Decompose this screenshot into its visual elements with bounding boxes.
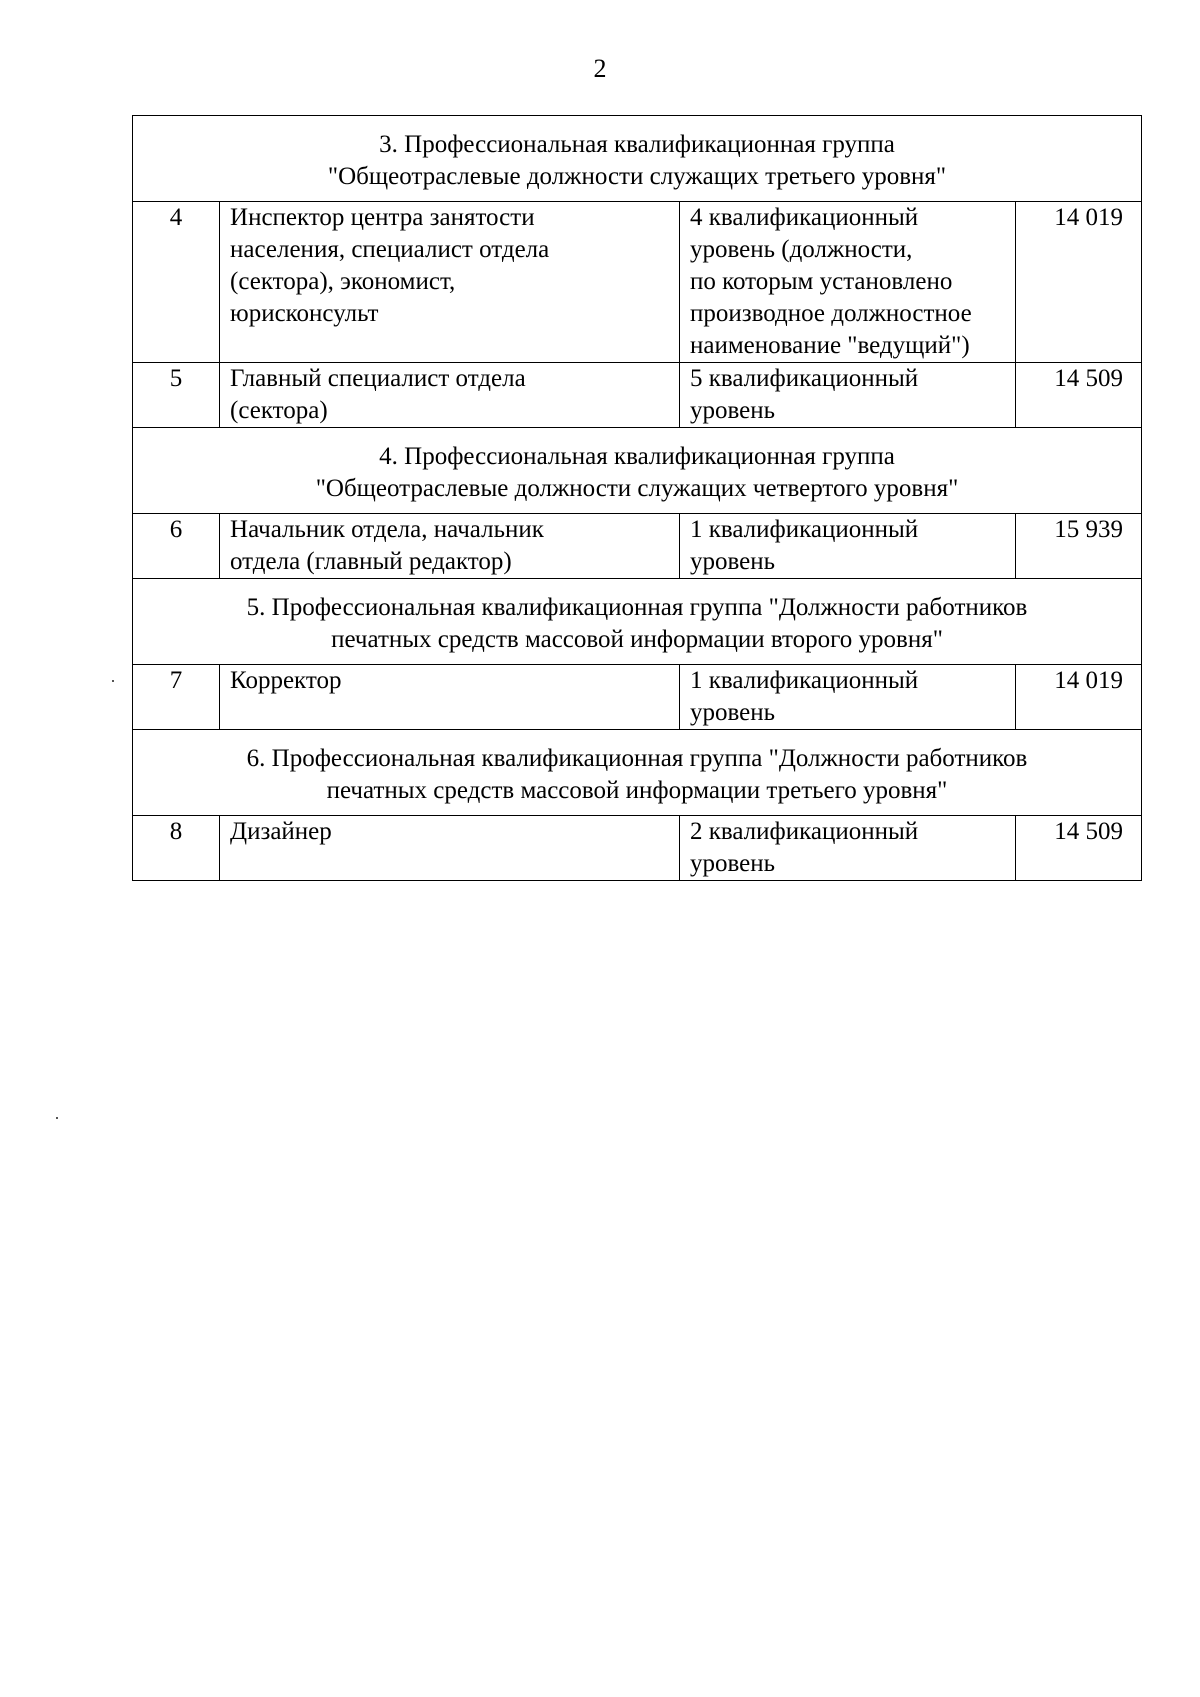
salary-cell: 14 019 xyxy=(1015,202,1141,363)
position-text: Инспектор центра занятости населения, специалист отдела (сектора), экономист, юрисконсульт xyxy=(230,204,550,327)
table-row xyxy=(133,363,1142,428)
position-text: Дизайнер xyxy=(230,818,332,845)
salary-cell: 14 019 xyxy=(1015,665,1141,730)
position-cell xyxy=(220,665,680,730)
level-cell xyxy=(679,665,1015,730)
group-title: 5. Профессиональная квалификационная группа "Должности работников xyxy=(246,594,1028,621)
scan-speck xyxy=(56,1117,58,1119)
group-subtitle: "Общеотраслевые должности служащих третьего уровня" xyxy=(327,163,947,190)
level-cell xyxy=(679,514,1015,579)
group-header xyxy=(133,116,1142,202)
group-title: 4. Профессиональная квалификационная группа xyxy=(379,443,895,470)
group-subtitle: "Общеотраслевые должности служащих четвертого уровня" xyxy=(315,475,959,502)
position-cell xyxy=(220,816,680,881)
level-text: 5 квалификационный уровень xyxy=(689,365,919,424)
group-title: 6. Профессиональная квалификационная группа "Должности работников xyxy=(246,745,1028,772)
level-cell xyxy=(679,202,1015,363)
group-header-row xyxy=(133,428,1142,514)
level-text: 1 квалификационный уровень xyxy=(689,667,919,726)
group-header xyxy=(133,730,1142,816)
salary-cell: 14 509 xyxy=(1015,363,1141,428)
row-number: 8 xyxy=(133,816,220,881)
group-header-row xyxy=(133,116,1142,202)
group-header xyxy=(133,428,1142,514)
position-cell xyxy=(220,202,680,363)
page-number: 2 xyxy=(593,54,607,83)
table-row xyxy=(133,514,1142,579)
scan-speck xyxy=(112,680,114,682)
row-number: 4 xyxy=(133,202,220,363)
row-number: 6 xyxy=(133,514,220,579)
salary-cell: 15 939 xyxy=(1015,514,1141,579)
level-cell xyxy=(679,816,1015,881)
table-row xyxy=(133,665,1142,730)
row-number: 5 xyxy=(133,363,220,428)
position-text: Главный специалист отдела (сектора) xyxy=(230,365,526,424)
group-header xyxy=(133,579,1142,665)
level-text: 4 квалификационный уровень (должности, по которым установлено производное должностное наименование "ведущий") xyxy=(689,204,972,359)
salary-table xyxy=(132,115,1142,881)
table-row xyxy=(133,202,1142,363)
level-text: 2 квалификационный уровень xyxy=(689,818,919,877)
row-number: 7 xyxy=(133,665,220,730)
table-row xyxy=(133,816,1142,881)
position-text: Начальник отдела, начальник отдела (главный редактор) xyxy=(230,516,544,575)
position-cell xyxy=(220,514,680,579)
group-header-row xyxy=(133,730,1142,816)
group-header-row xyxy=(133,579,1142,665)
group-title: 3. Профессиональная квалификационная группа xyxy=(379,131,895,158)
level-text: 1 квалификационный уровень xyxy=(689,516,919,575)
group-subtitle: печатных средств массовой информации третьего уровня" xyxy=(326,777,948,804)
level-cell xyxy=(679,363,1015,428)
group-subtitle: печатных средств массовой информации второго уровня" xyxy=(331,626,943,653)
position-text: Корректор xyxy=(230,667,342,694)
position-cell xyxy=(220,363,680,428)
salary-cell: 14 509 xyxy=(1015,816,1141,881)
